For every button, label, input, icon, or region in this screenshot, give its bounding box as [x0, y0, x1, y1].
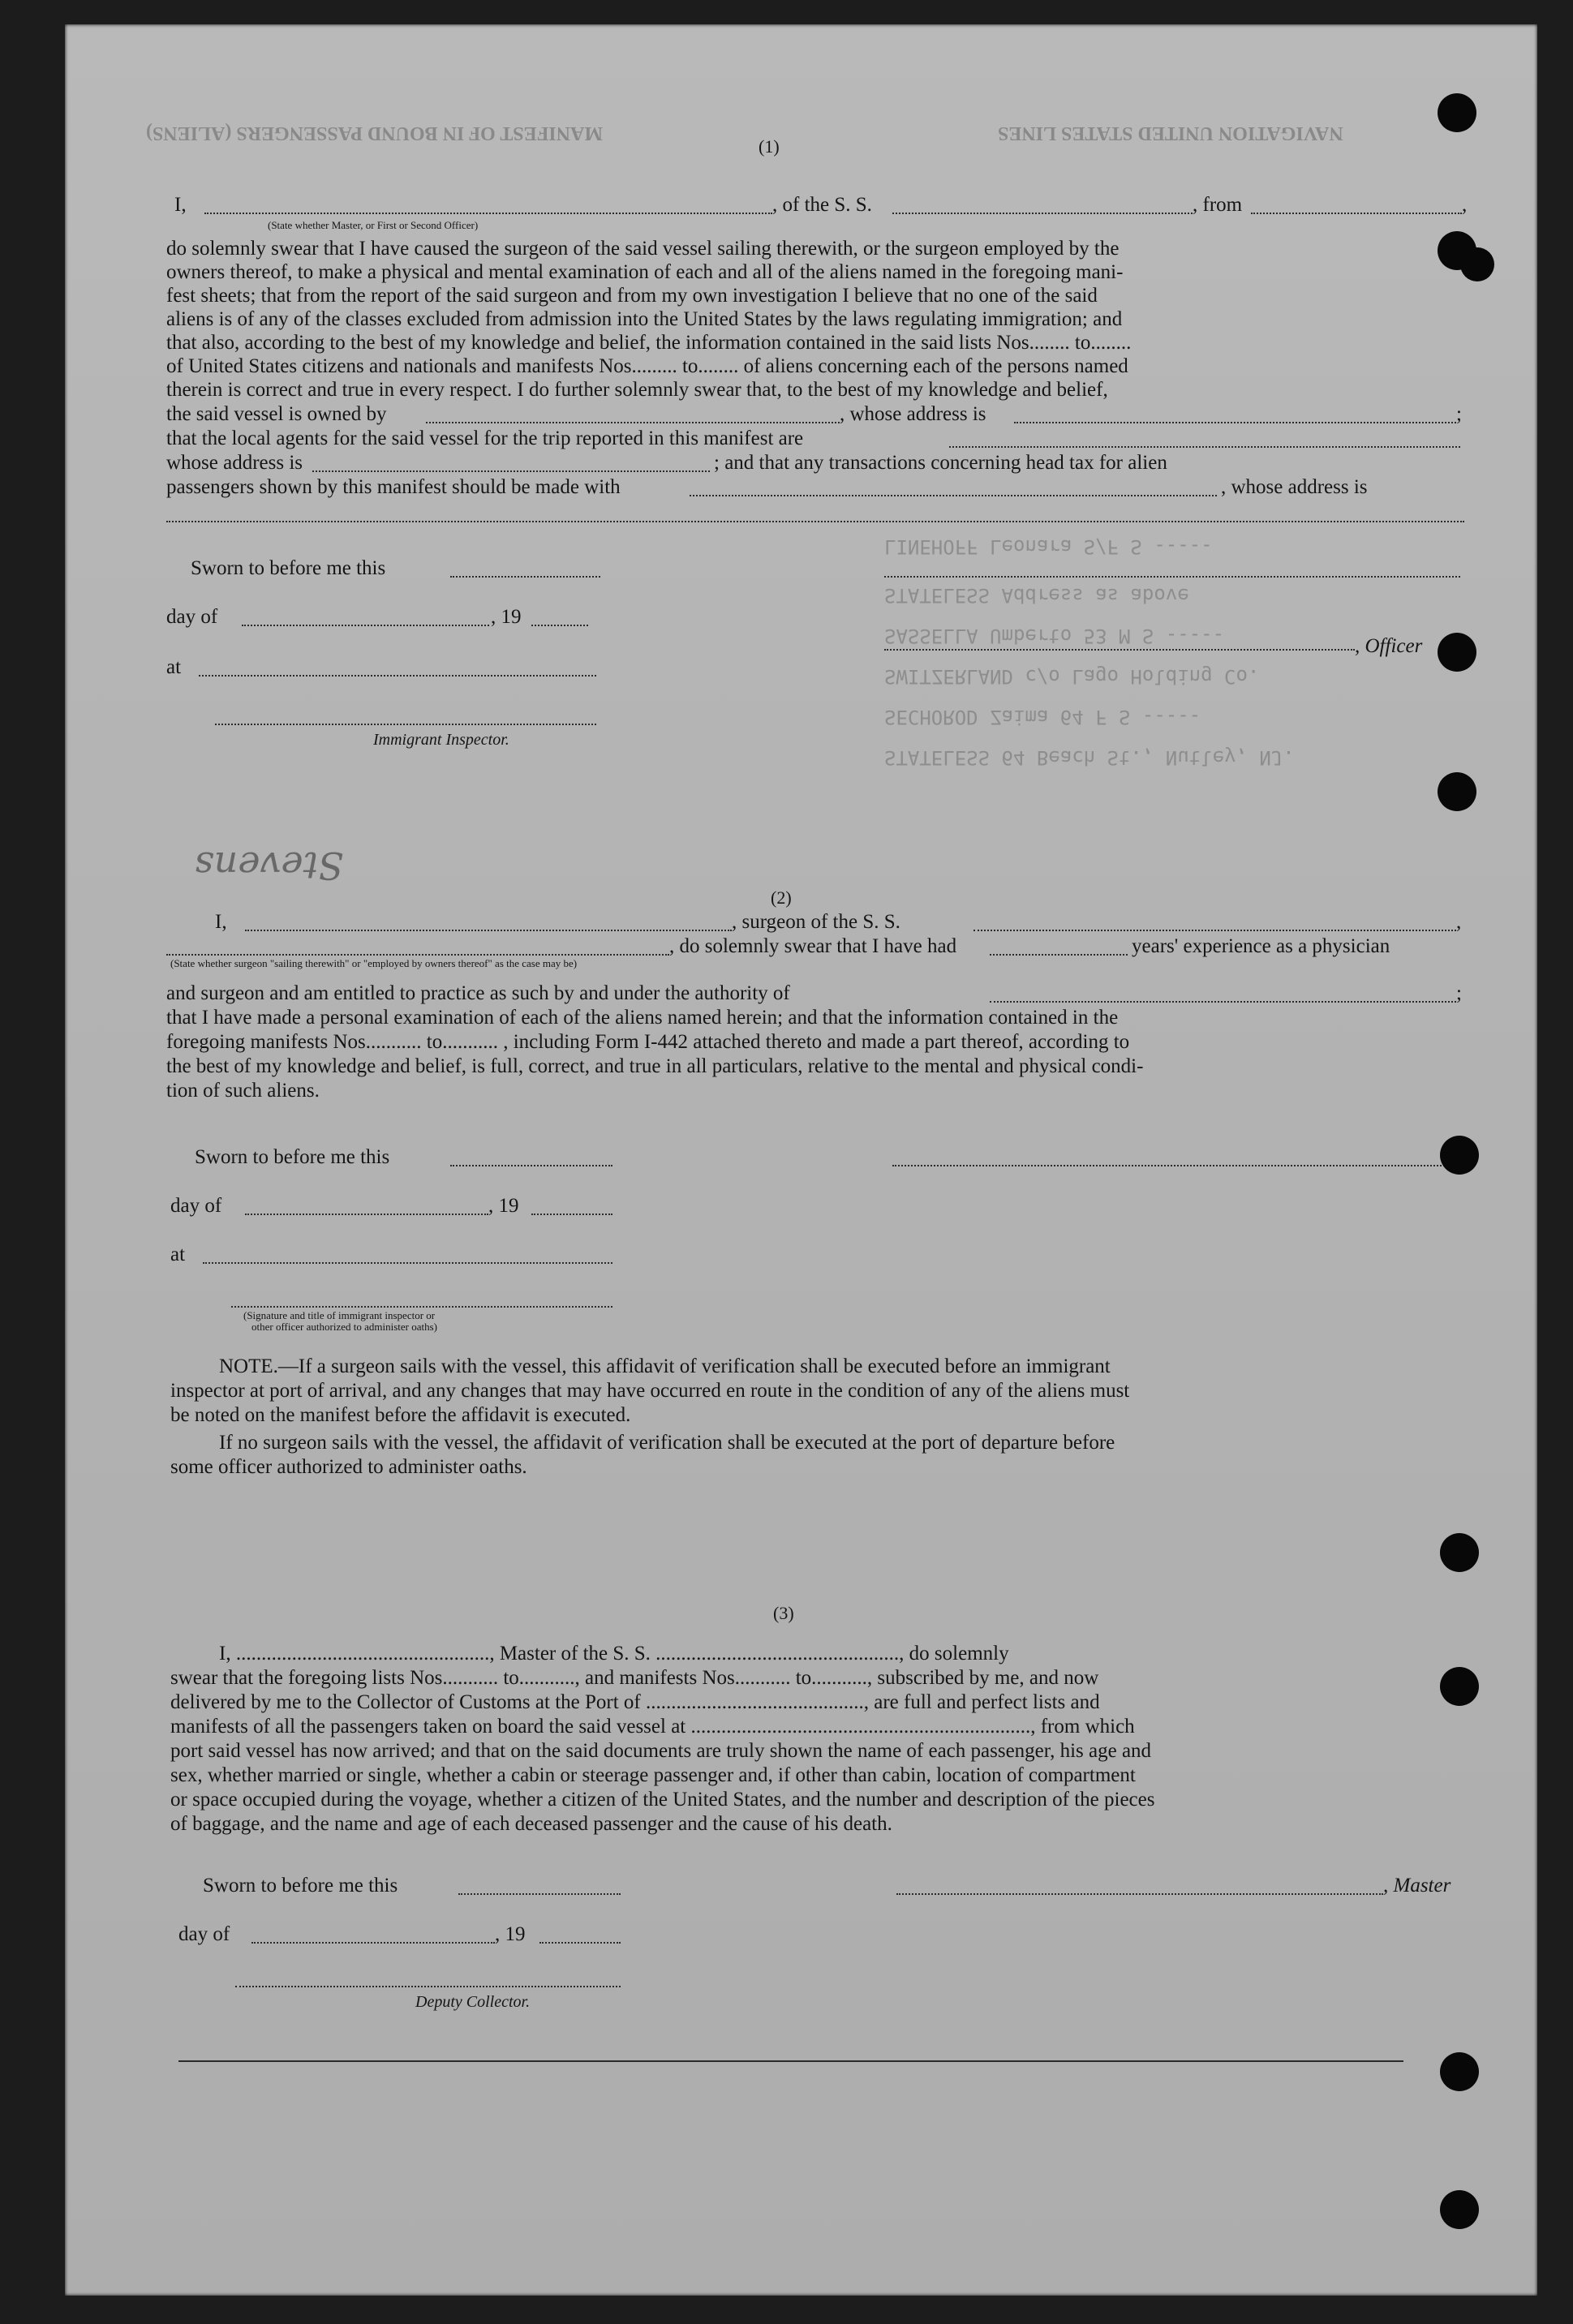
owned-by-label: the said vessel is owned by: [166, 403, 387, 425]
binder-hole: [1460, 247, 1494, 281]
deputy-collector-label: Deputy Collector.: [415, 1993, 531, 2011]
note-line-3: be noted on the manifest before the affidavit is executed.: [170, 1404, 631, 1426]
sworn-label-3: Sworn to before me this: [203, 1875, 398, 1897]
oath-line-7: therein is correct and true in every respect. I do further solemnly swear that, to the best of my knowledge and belief,: [166, 379, 1108, 401]
signature-caption-1: (Signature and title of immigrant inspector or: [243, 1309, 436, 1321]
s3-line-7: or space occupied during the voyage, whether a citizen of the United States, and the number and description of the pieces: [170, 1789, 1155, 1811]
surgeon-ss-label: , surgeon of the S. S.: [732, 911, 900, 933]
s3-line-1: I, .................................................., Master of the S. S. ................................................, do solemnly: [219, 1643, 1009, 1665]
binder-hole: [1438, 93, 1476, 132]
binder-hole: [1438, 633, 1476, 672]
line-end: ,: [1462, 194, 1468, 216]
whose-address-label: , whose address is: [840, 403, 986, 425]
whose-address-label-2: whose address is: [166, 452, 303, 474]
authority-text: and surgeon and am entitled to practice as such by and under the authority of: [166, 982, 790, 1004]
binder-hole: [1440, 1667, 1479, 1706]
bleed-through-text: SASSELLA Umberto 53 M S -----: [884, 625, 1225, 647]
s2-line-4: tion of such aliens.: [166, 1080, 320, 1102]
line-end: ,: [1456, 911, 1462, 933]
master-caption: (State whether Master, or First or Second Officer): [268, 219, 479, 231]
signature-caption-2: other officer authorized to administer oaths): [251, 1321, 437, 1333]
nineteen-label-2: , 19: [488, 1195, 519, 1217]
at-label-2: at: [170, 1244, 186, 1265]
officer-label: , Officer: [1355, 635, 1423, 657]
head-tax-text: ; and that any transactions concerning head tax for alien: [714, 452, 1167, 474]
note-line-5: some officer authorized to administer oaths.: [170, 1456, 527, 1478]
note-line-2: inspector at port of arrival, and any changes that may have occurred en route in the condition of any of the aliens must: [170, 1380, 1130, 1402]
section-3-number: (3): [773, 1603, 794, 1623]
oath-line-2: owners thereof, to make a physical and mental examination of each and all of the aliens named in the foregoing mani-: [166, 261, 1124, 283]
swear-years-text: , do solemnly swear that I have had: [669, 935, 957, 957]
s3-line-6: sex, whether married or single, whether a cabin or steerage passenger and, if other than cabin, location of compartment: [170, 1764, 1136, 1786]
s2-line-2: foregoing manifests Nos........... to........... , including Form I-442 attached thereto and made a part thereof, according to: [166, 1031, 1130, 1053]
note-line-1: NOTE.—If a surgeon sails with the vessel, this affidavit of verification shall be executed before an immigrant: [219, 1355, 1111, 1377]
s3-line-8: of baggage, and the name and age of each deceased passenger and the cause of his death.: [170, 1813, 892, 1835]
oath-line-3: fest sheets; that from the report of the said surgeon and from my own investigation I believe that no one of the said: [166, 285, 1098, 307]
years-experience-text: years' experience as a physician: [1132, 935, 1390, 957]
immigrant-inspector-label: Immigrant Inspector.: [373, 731, 509, 749]
s2-i: I,: [215, 911, 227, 933]
at-label-1: at: [166, 656, 182, 678]
passengers-label: passengers shown by this manifest should be made with: [166, 476, 621, 498]
binder-hole: [1440, 1533, 1479, 1572]
day-label-1: day of: [166, 606, 218, 628]
signature-mark: Stevens: [195, 844, 344, 887]
section-2-number: (2): [771, 887, 792, 908]
day-label-2: day of: [170, 1195, 222, 1217]
master-label: , Master: [1383, 1875, 1451, 1897]
binder-hole: [1438, 772, 1476, 811]
s3-line-5: port said vessel has now arrived; and that on the said documents are truly shown the name of each passenger, his age and: [170, 1740, 1152, 1762]
sworn-label-2: Sworn to before me this: [195, 1146, 390, 1168]
binder-hole: [1440, 1136, 1479, 1175]
surgeon-caption: (State whether surgeon "sailing therewith" or "employed by owners thereof" as the case may be): [170, 957, 578, 969]
section-1-number: (1): [759, 136, 780, 157]
s3-line-4: manifests of all the passengers taken on board the said vessel at ..................................................................., from which: [170, 1716, 1135, 1738]
manifest-stamp: MANIFEST OF IN BOUND PASSENGERS (ALIENS): [146, 122, 603, 144]
s2-line-1: that I have made a personal examination of each of the aliens named herein; and that the information contained in the: [166, 1007, 1119, 1029]
bottom-rule: [178, 2060, 1403, 2062]
nineteen-label-1: , 19: [491, 606, 522, 628]
oath-line-4: aliens is of any of the classes excluded from admission into the United States by the laws regulating immigration; and: [166, 308, 1123, 330]
oath-line-5: that also, according to the best of my knowledge and belief, the information contained in the said lists Nos........ to........: [166, 332, 1132, 354]
from-label: , from: [1193, 194, 1243, 216]
sworn-label-1: Sworn to before me this: [191, 557, 386, 579]
line-end: ;: [1456, 403, 1462, 425]
whose-address-label-3: , whose address is: [1221, 476, 1368, 498]
bleed-through-text: LINEHOFF Leonara S/F S -----: [884, 535, 1213, 558]
bleed-through-text: SECHOROD Zaima 64 F S -----: [884, 706, 1201, 728]
oath-line-6: of United States citizens and nationals and manifests Nos......... to........ of aliens concerning each of the persons named: [166, 355, 1128, 377]
s3-line-2: swear that the foregoing lists Nos........... to..........., and manifests Nos........... to..........., subscribed by me, and now: [170, 1667, 1099, 1689]
bleed-through-text: STATELESS Address as above: [884, 584, 1189, 607]
note-line-4: If no surgeon sails with the vessel, the affidavit of verification shall be executed at the port of departure before: [219, 1432, 1115, 1454]
manifest-stamp: NAVIGATION UNITED STATES LINES: [998, 122, 1343, 144]
bleed-through-text: SWITZERLAND c/o Lago Holding Co.: [884, 665, 1260, 688]
s2-line-3: the best of my knowledge and belief, is full, correct, and true in all particulars, relative to the mental and physical condi-: [166, 1055, 1144, 1077]
oath-line-1: do solemnly swear that I have caused the surgeon of the said vessel sailing therewith, or the surgeon employed by the: [166, 238, 1120, 260]
nineteen-label-3: , 19: [495, 1923, 526, 1945]
binder-hole: [1440, 2052, 1479, 2091]
local-agents-label: that the local agents for the said vessel for the trip reported in this manifest are: [166, 427, 804, 449]
line-end: ;: [1456, 982, 1462, 1004]
s3-line-3: delivered by me to the Collector of Customs at the Port of ..........................................., are full and perfect lists and: [170, 1691, 1100, 1713]
day-label-3: day of: [178, 1923, 230, 1945]
form-page: [65, 24, 1537, 2296]
binder-hole: [1440, 2190, 1479, 2229]
line-i: I,: [174, 194, 187, 216]
of-ss-label: , of the S. S.: [772, 194, 872, 216]
bleed-through-text: STATELESS 64 Beach St., Nutley, NJ.: [884, 746, 1295, 769]
